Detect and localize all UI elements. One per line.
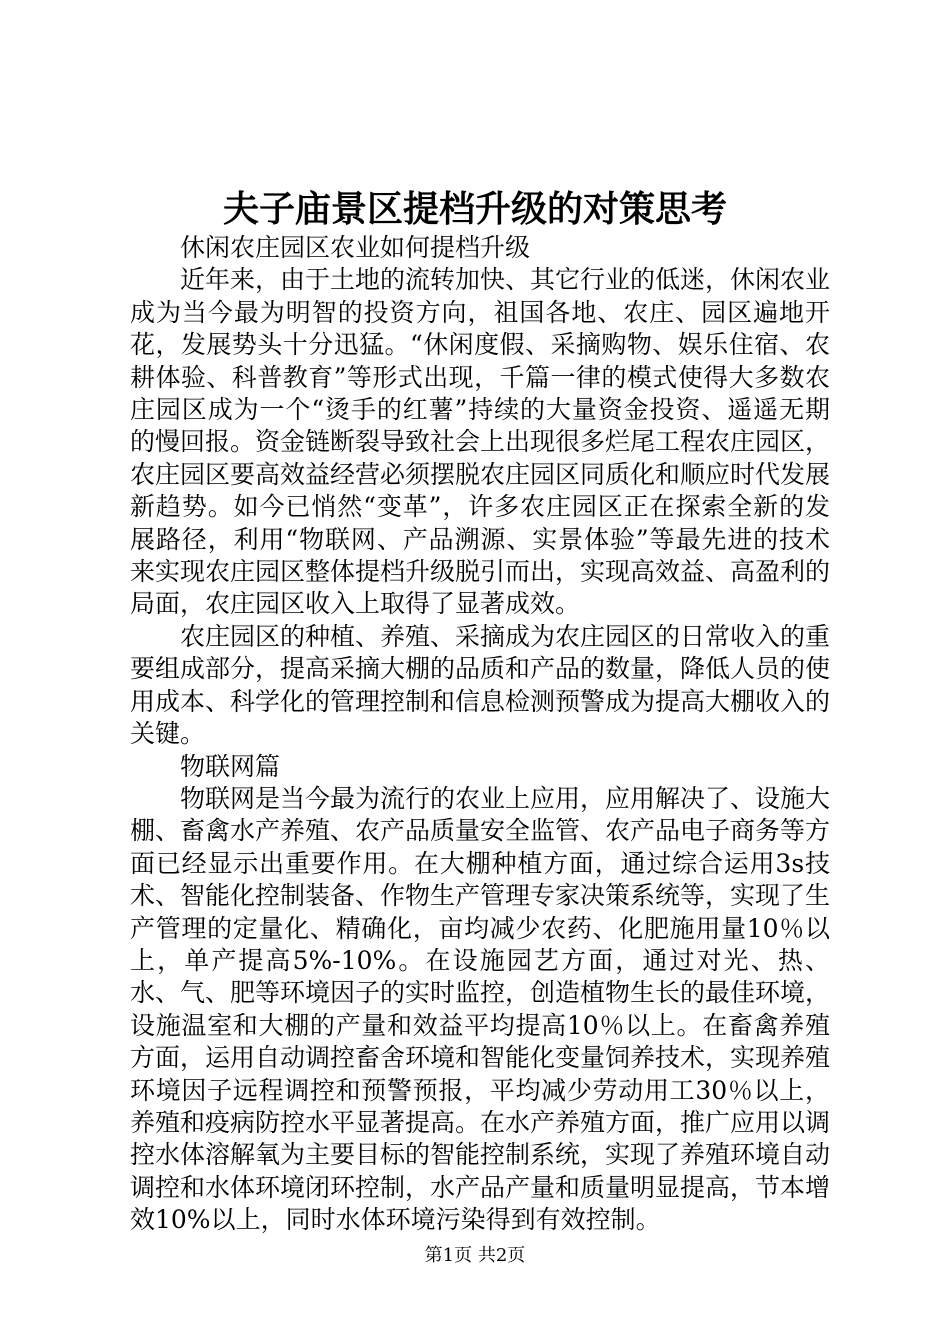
planting-paragraph: 农庄园区的种植、养殖、采摘成为农庄园区的日常收入的重要组成部分，提高采摘大棚的品质和产品的数量，降低人员的使用成本、科学化的管理控制和信息检测预警成为提高大棚收入的关键。 xyxy=(130,621,831,749)
section-heading-iot: 物联网篇 xyxy=(180,751,281,781)
iot-paragraph: 物联网是当今最为流行的农业上应用，应用解决了、设施大棚、畜禽水产养殖、农产品质量安全监管、农产品电子商务等方面已经显示出重要作用。在大棚种植方面，通过综合运用3s技术、智能化控制装备、作物生产管理专家决策系统等，实现了生产管理的定量化、精确化，亩均减少农药、化肥施用量10％以上，单产提高5%-10%。在设施园艺方面，通过对光、热、水、气、肥等环境因子的实时监控，创造植物生长的最佳环境，设施温室和大棚的产量和效益平均提高10％以上。在畜禽养殖方面，运用自动调控畜舍环境和智能化变量饲养技术，实现养殖环境因子远程调控和预警预报，平均减少劳动用工30％以上，养殖和疫病防控水平显著提高。在水产养殖方面，推广应用以调控水体溶解氧为主要目标的智能控制系统，实现了养殖环境自动调控和水体环境闭环控制，水产品产量和质量明显提高，节本增效10%以上，同时水体环境污染得到有效控制。 xyxy=(130,783,831,1235)
subtitle-paragraph: 休闲农庄园区农业如何提档升级 xyxy=(180,233,531,262)
intro-paragraph: 近年来，由于土地的流转加快、其它行业的低迷，休闲农业成为当今最为明智的投资方向，祖国各地、农庄、园区遍地开花，发展势头十分迅猛。“休闲度假、采摘购物、娱乐住宿、农耕体验、科普教育”等形式出现，千篇一律的模式使得大多数农庄园区成为一个“烫手的红薯”持续的大量资金投资、遥遥无期的慢回报。资金链断裂导致社会上出现很多烂尾工程农庄园区，农庄园区要高效益经营必须摆脱农庄园区同质化和顺应时代发展新趋势。如今已悄然“变革”，许多农庄园区正在探索全新的发展路径，利用“物联网、产品溯源、实景体验”等最先进的技术来实现农庄园区整体提档升级脱引而出，实现高效益、高盈利的局面，农庄园区收入上取得了显著成效。 xyxy=(130,265,831,619)
document-body xyxy=(130,232,830,1237)
document-title: 夫子庙景区提档升级的对策思考 xyxy=(222,188,727,230)
page-indicator: 第1页 共2页 xyxy=(424,1245,526,1266)
